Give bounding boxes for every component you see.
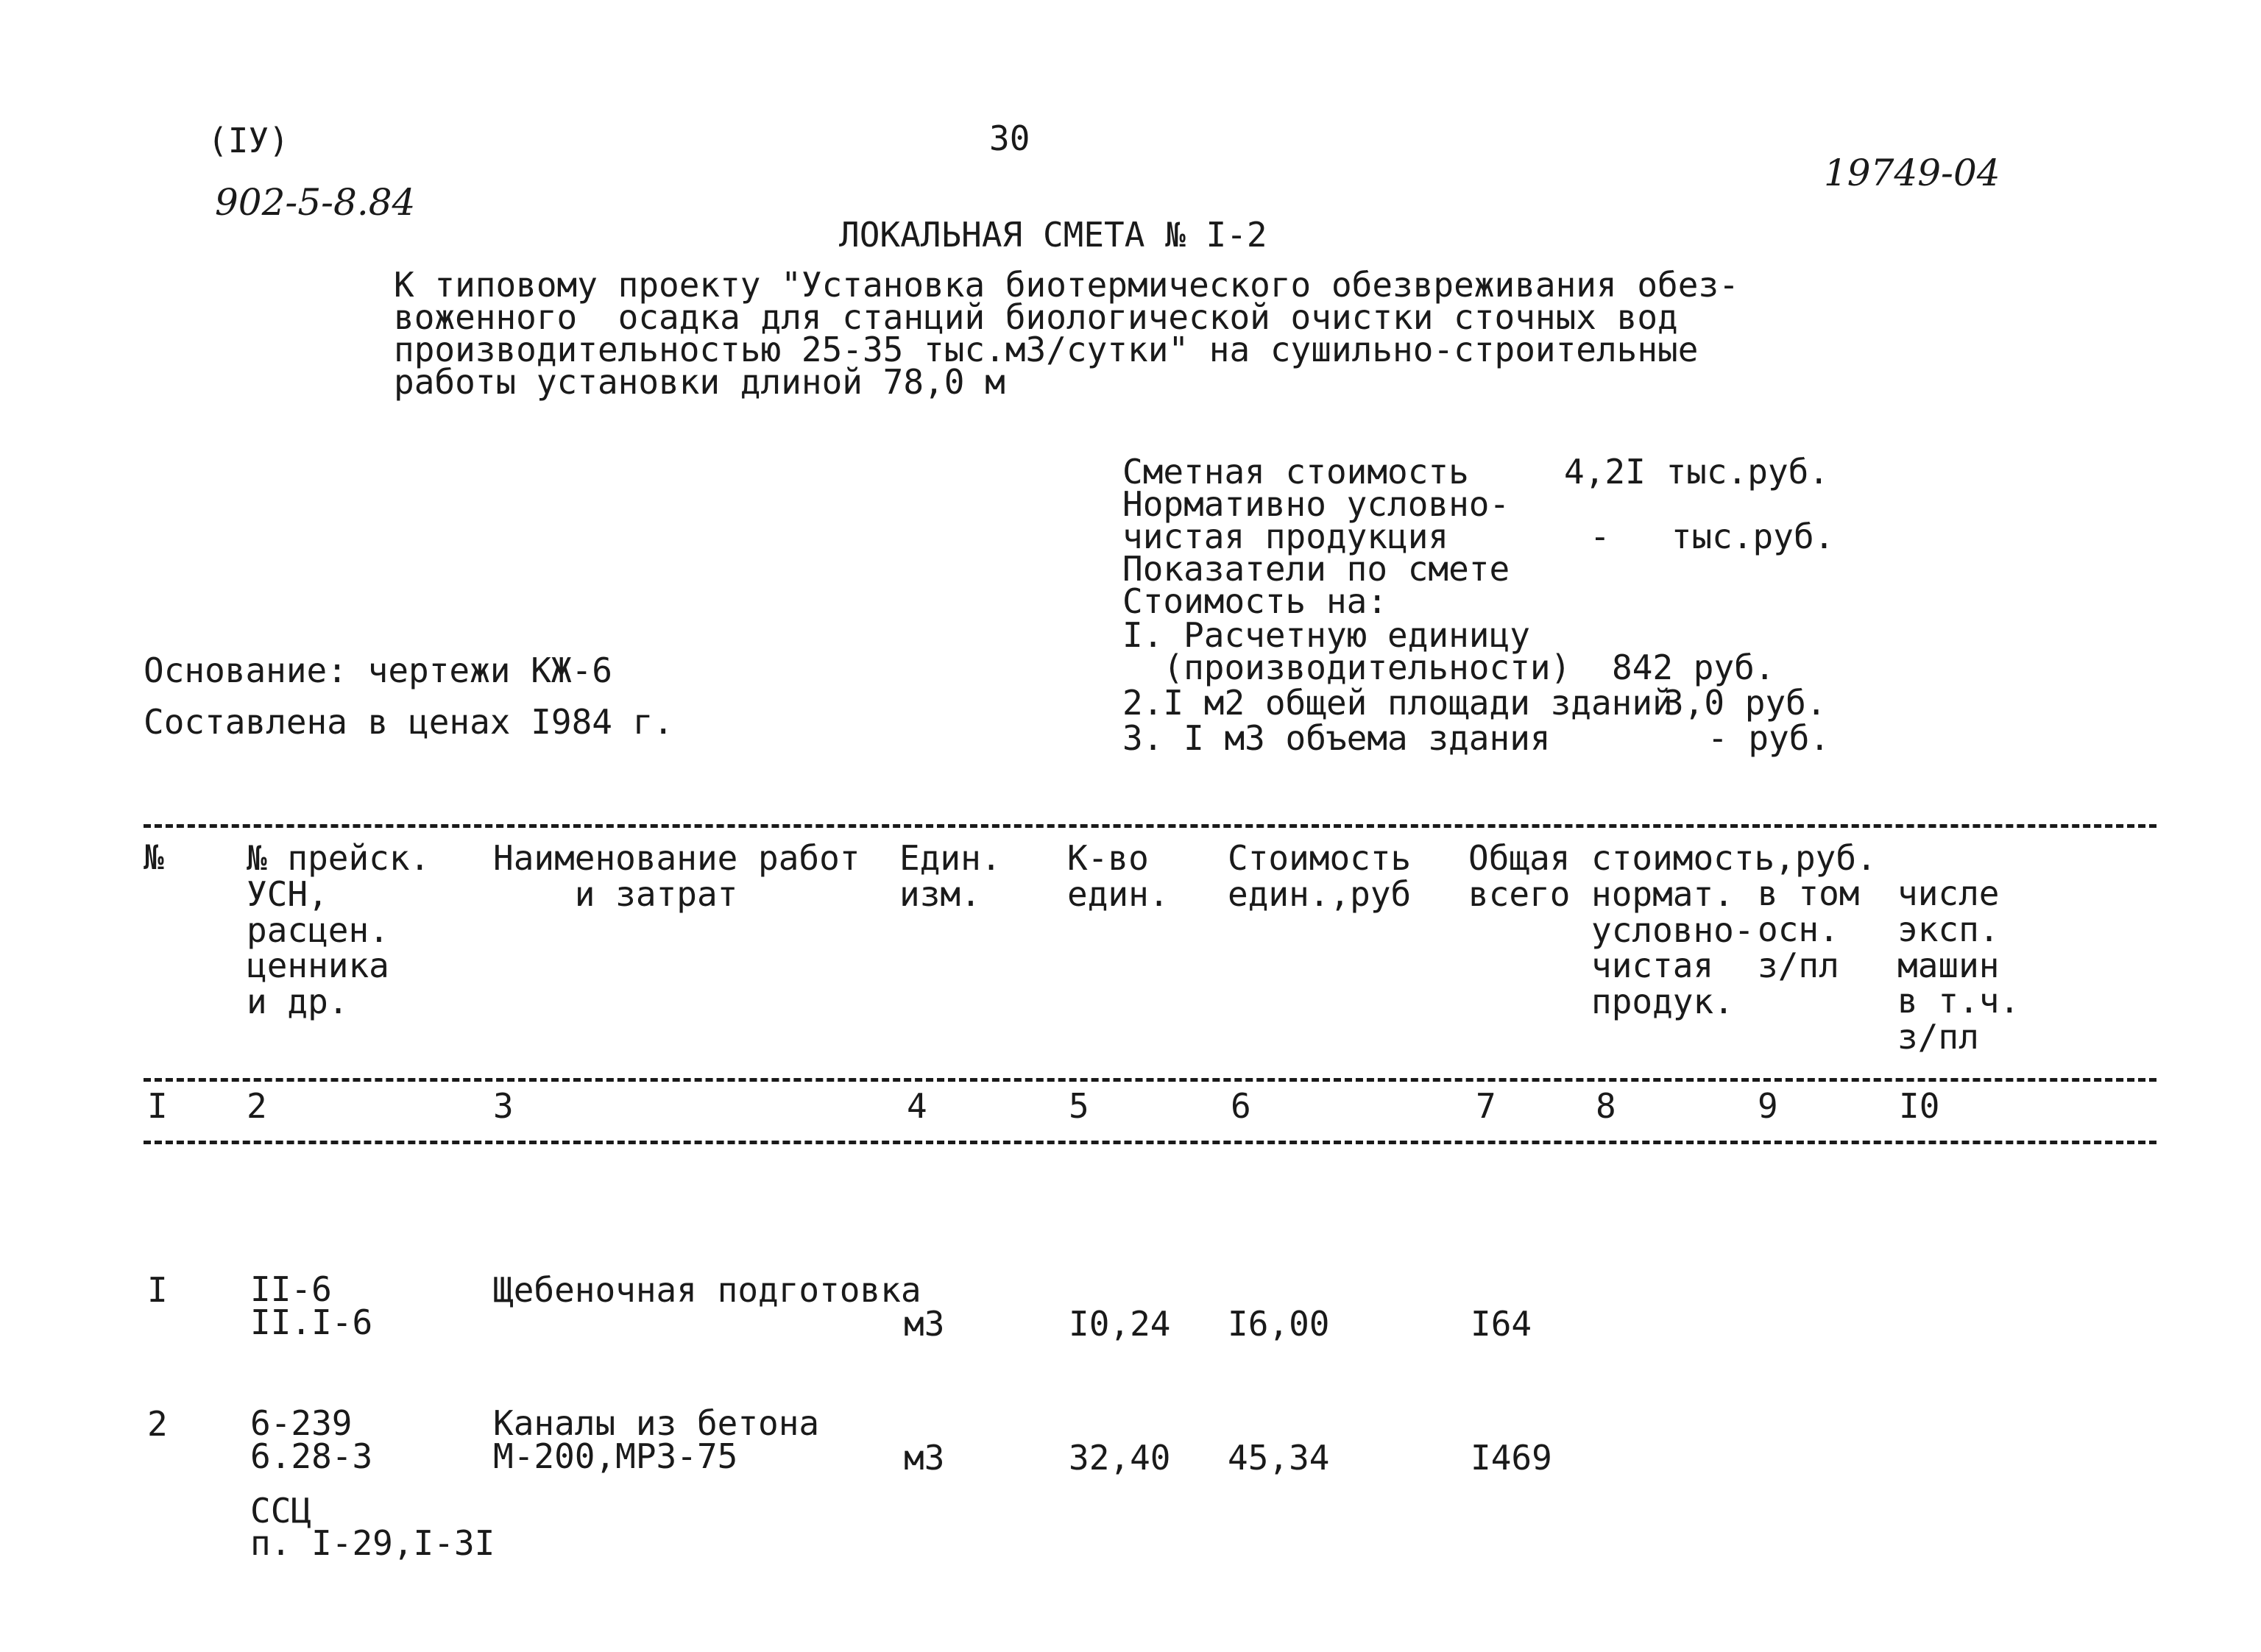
column-number: 4 [907,1086,927,1126]
header-total-cost: Общая всего [1468,838,1571,914]
row-unit: м3 [904,1304,945,1344]
table-top-rule [144,824,2156,828]
description-line: К типовому проекту "Установка биотермического обезвреживания обез- [394,265,1739,305]
area-cost-label: 2.I м2 общей площади зданий [1122,683,1673,723]
basis-note: Основание: чертежи КЖ-6 [144,650,612,690]
column-number: I0 [1899,1086,1940,1126]
row-total: I64 [1471,1304,1532,1344]
handwritten-archive-number: 19749-04 [1824,152,2000,194]
row-quantity: I0,24 [1069,1304,1171,1344]
row-quantity: 32,40 [1069,1438,1171,1478]
column-number: 3 [493,1086,514,1126]
normative-label: Нормативно условно- [1122,484,1510,524]
header-price-code: № прейск. УСН, расцен. ценника и др. [247,838,431,1021]
cost-per-label: Стоимость на: [1122,581,1388,621]
header-machines: числе эксп. машин в т.ч. з/пл [1897,873,2020,1057]
header-number: № [144,837,164,877]
column-number: 8 [1596,1086,1616,1126]
page-number: 30 [989,118,1030,158]
description-line: воженного осадка для станций биологической очистки сточных вод [394,297,1678,337]
volume-cost-label: 3. I м3 объема здания [1122,718,1551,758]
normative-value: - тыс.руб. [1590,517,1835,556]
column-number: 6 [1231,1086,1251,1126]
column-number: 7 [1476,1086,1496,1126]
row-unit-cost: 45,34 [1228,1438,1330,1478]
column-number: I [147,1086,168,1126]
numbers-bottom-rule [144,1141,2156,1144]
unit-cost-value: 842 руб. [1612,648,1775,687]
row-unit: м3 [904,1438,945,1478]
normative-label: чистая продукция [1122,517,1449,556]
header-unit-cost: Стоимость един.,руб [1228,838,1412,914]
header-quantity: К-во един. [1067,838,1170,914]
handwritten-document-code: 902-5-8.84 [215,181,416,224]
document-title: ЛОКАЛЬНАЯ СМЕТА № I-2 [839,215,1267,255]
row-work-name: Щебеночная подготовка [493,1270,921,1310]
indicators-label: Показатели по смете [1122,549,1510,589]
row-number: I [147,1270,168,1310]
header-work-name: Наименование работ и затрат [493,838,860,914]
description-line: производительностью 25-35 тыс.м3/сутки" на сушильно-строительные [394,330,1699,369]
section-marker: (IУ) [208,121,289,160]
volume-cost-value: - руб. [1708,718,1830,758]
unit-cost-label: (производительности) [1122,648,1571,687]
row-total: I469 [1471,1438,1552,1478]
column-number: 9 [1758,1086,1778,1126]
estimated-cost-value: 4,2I тыс.руб. [1564,452,1830,492]
header-unit: Един. изм. [899,838,1002,914]
row-number: 2 [147,1404,168,1444]
row-price-code: 6-239 6.28-3 [250,1403,373,1477]
row-work-name: Каналы из бетона М-200,МРЗ-75 [493,1403,820,1477]
header-normative: стоимость,руб. нормат. условно- чистая продук. [1591,838,1877,1021]
estimated-cost-label: Сметная стоимость [1122,452,1469,492]
area-cost-value: 3,0 руб. [1663,683,1827,723]
column-number: 2 [247,1086,267,1126]
unit-cost-label: I. Расчетную единицу [1122,615,1530,655]
row-unit-cost: I6,00 [1228,1304,1330,1344]
column-number: 5 [1069,1086,1089,1126]
row-price-code: II-6 II.I-6 [250,1269,373,1343]
header-bottom-rule [144,1078,2156,1082]
row-footnote: ССЦ п. I-29,I-3I [250,1491,495,1563]
description-line: работы установки длиной 78,0 м [394,362,1005,402]
compiled-note: Составлена в ценах I984 г. [144,702,674,742]
header-base-wage: в том осн. з/пл [1758,873,1860,985]
